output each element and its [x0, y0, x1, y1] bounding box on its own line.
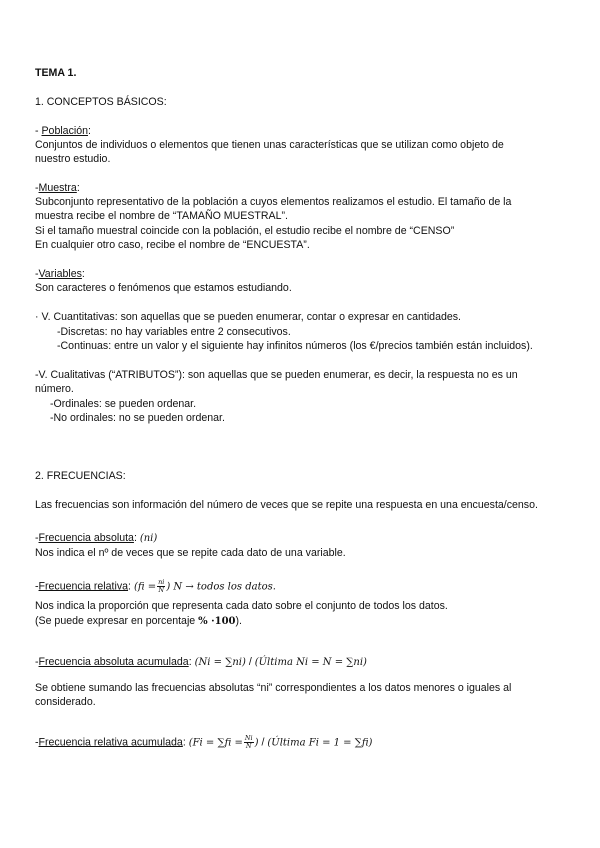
relativa-term: Frecuencia relativa: [38, 580, 129, 593]
muestra-term: Muestra: [38, 182, 77, 194]
abs-acumulada-prefix: -: [35, 656, 39, 668]
relativa-formula-start: (fi =: [133, 581, 157, 593]
rel-acumulada-fraction: [244, 735, 254, 750]
page-title: TEMA 1.: [35, 67, 77, 79]
abs-acumulada-formula-b: (Última Ni = N = ∑ni): [254, 657, 367, 668]
poblacion-text-2: nuestro estudio.: [35, 153, 111, 165]
muestra-text-2: muestra recibe el nombre de “TAMAÑO MUESTRAL”.: [35, 210, 288, 222]
absoluta-term: Frecuencia absoluta: [38, 532, 134, 544]
section2-heading: 2. FRECUENCIAS:: [35, 470, 126, 482]
abs-acumulada-colon: :: [188, 656, 192, 668]
continuas-text: -Continuas: entre un valor y el siguiente hay infinitos números (los €/precios también están incluidos).: [57, 340, 533, 352]
relativa-term-line: [35, 579, 276, 594]
poblacion-term-line: [35, 124, 91, 138]
relativa-text-2-line: [35, 614, 242, 629]
abs-acumulada-term-line: [35, 655, 367, 670]
relativa-formula-end: ) N → todos los datos.: [166, 581, 276, 593]
ordinales-text: -Ordinales: se pueden ordenar.: [50, 398, 197, 410]
frecuencias-intro: Las frecuencias son información del número de veces que se repite una respuesta en una encuesta/censo.: [35, 499, 538, 511]
discretas-text: -Discretas: no hay variables entre 2 consecutivos.: [57, 326, 291, 338]
rel-acumulada-term: Frecuencia relativa acumulada: [38, 736, 183, 749]
rel-acumulada-term-line: [35, 735, 372, 750]
variables-text: Son caracteres o fenómenos que estamos estudiando.: [35, 282, 292, 294]
abs-acumulada-slash: /: [245, 656, 255, 668]
relativa-colon: :: [128, 580, 131, 593]
muestra-term-line: [35, 181, 80, 195]
relativa-fraction: [157, 579, 165, 594]
muestra-text-1: Subconjunto representativo de la población a cuyos elementos realizamos el estudio. El tamaño de la: [35, 196, 512, 208]
muestra-text-4: En cualquier otro caso, recibe el nombre de “ENCUESTA”.: [35, 239, 310, 251]
relativa-frac-num: ni: [158, 578, 165, 586]
absoluta-colon: :: [133, 532, 137, 544]
absoluta-formula: (ni): [139, 533, 158, 544]
rel-acumulada-formula-start: (Fi = ∑fi =: [188, 737, 243, 749]
cualitativas-text-2: número.: [35, 383, 74, 395]
cuantitativas-text: · V. Cuantitativas: son aquellas que se pueden enumerar, contar o expresar en cantidades.: [35, 311, 461, 323]
relativa-text-2: (Se puede expresar en porcentaje: [35, 615, 199, 627]
muestra-colon: :: [76, 182, 80, 194]
rel-acumulada-slash: /: [258, 736, 268, 749]
relativa-prefix: -: [35, 580, 39, 593]
cualitativas-text-1: -V. Cualitativas (“ATRIBUTOS”): son aquellas que se pueden enumerar, es decir, la respuesta no es un: [35, 369, 518, 381]
abs-acumulada-formula-a: (Ni = ∑ni): [194, 657, 246, 668]
section1-heading: 1. CONCEPTOS BÁSICOS:: [35, 96, 167, 108]
variables-term-line: [35, 267, 85, 281]
poblacion-term: Población: [41, 125, 89, 137]
variables-colon: :: [81, 268, 85, 280]
relativa-pct-end: ).: [235, 615, 242, 627]
rel-acumulada-frac-num: Ni: [244, 734, 253, 742]
poblacion-colon: :: [88, 125, 91, 137]
relativa-pct: % ·100: [198, 616, 236, 627]
rel-acumulada-prefix: -: [35, 736, 39, 749]
poblacion-prefix: -: [35, 125, 42, 137]
no-ordinales-text: -No ordinales: no se pueden ordenar.: [50, 412, 225, 424]
variables-prefix: -: [35, 268, 39, 280]
muestra-text-3: Si el tamaño muestral coincide con la población, el estudio recibe el nombre de “CENSO”: [35, 225, 455, 237]
rel-acumulada-frac-den: N: [245, 742, 252, 750]
relativa-frac-den: N: [158, 586, 165, 594]
abs-acumulada-text-2: considerado.: [35, 696, 96, 708]
poblacion-text-1: Conjuntos de individuos o elementos que tienen unas características que se utilizan como objeto de: [35, 139, 504, 151]
abs-acumulada-term: Frecuencia absoluta acumulada: [38, 656, 189, 668]
rel-acumulada-formula-mid: ): [254, 737, 259, 749]
variables-term: Variables: [38, 268, 82, 280]
absoluta-text: Nos indica el nº de veces que se repite cada dato de una variable.: [35, 547, 346, 559]
absoluta-prefix: -: [35, 532, 39, 544]
abs-acumulada-text-1: Se obtiene sumando las frecuencias absolutas “ni” correspondientes a los datos menores o iguales al: [35, 682, 512, 694]
muestra-prefix: -: [35, 182, 39, 194]
rel-acumulada-colon: :: [182, 736, 186, 749]
rel-acumulada-formula-b: (Última Fi = 1 = ∑fi): [267, 737, 373, 749]
relativa-text-1: Nos indica la proporción que representa cada dato sobre el conjunto de todos los datos.: [35, 600, 448, 612]
absoluta-term-line: [35, 531, 157, 546]
